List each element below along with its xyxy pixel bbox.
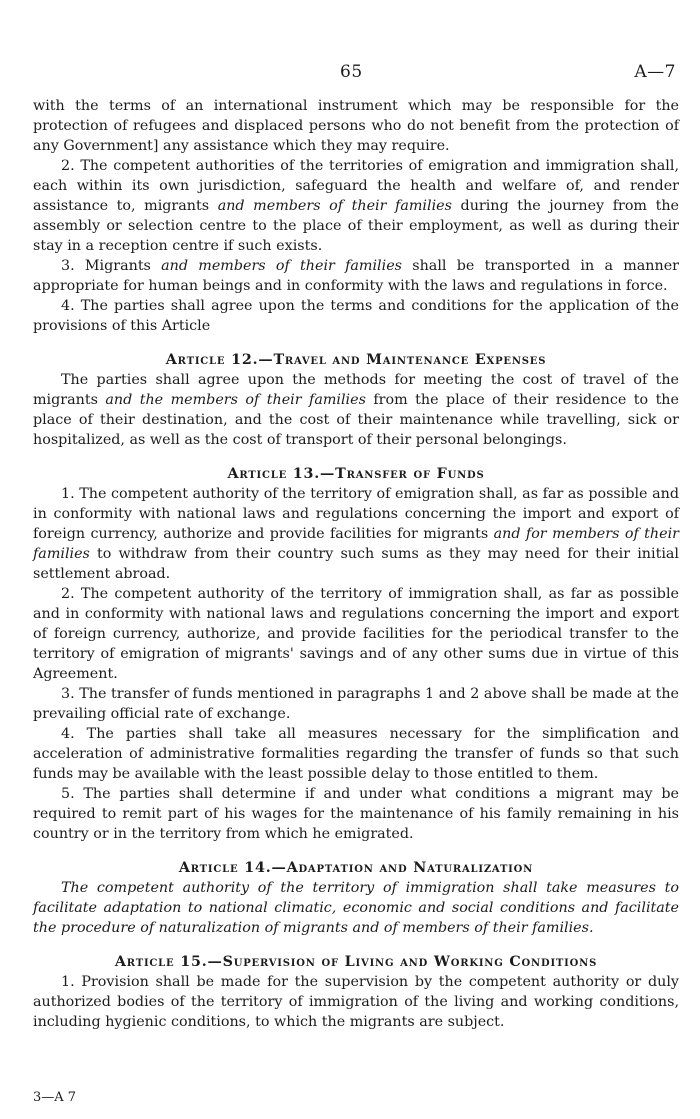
article-14-heading: Article 14.—Adaptation and Naturalization	[178, 860, 534, 876]
running-head	[0, 62, 700, 86]
article-13-paragraph-5: 5. The parties shall determine if and under what conditions a migrant may be required to remit part of his wages for the maintenance of his family remaining in his country or in the territory from which he emigrated.	[33, 786, 679, 842]
article-12-paragraph: The parties shall agree upon the methods for meeting the cost of travel of the migrants and the members of their families from the place of their residence to the place of their destination, and the cost of their maintenance while travelling, sick or hospitalized, as well as the cost of transport of their personal belongings.	[33, 372, 679, 448]
article-13-paragraph-1: 1. The competent authority of the territory of emigration shall, as far as possible and in conformity with national laws and regulations concerning the import and export of foreign currency, authorize and provide facilities for migrants and for members of their families to withdraw from their country such sums as they may need for their initial settlement abroad.	[33, 486, 680, 582]
article-13-paragraph-4: 4. The parties shall take all measures necessary for the simplification and acceleration of administrative formalities regarding the transfer of funds so that such funds may be available with the least possible delay to those entitled to them.	[33, 726, 679, 782]
article-12-heading: Article 12.—Travel and Maintenance Expenses	[165, 352, 547, 368]
article-11-paragraph-3: 3. Migrants and members of their families shall be transported in a manner appropriate for human beings and in conformity with the laws and regulations in force.	[33, 258, 679, 294]
article-11-paragraph-4: 4. The parties shall agree upon the terms and conditions for the application of the provisions of this Article	[33, 298, 679, 334]
document-reference: A—7	[634, 62, 676, 82]
article-13-paragraph-3: 3. The transfer of funds mentioned in paragraphs 1 and 2 above shall be made at the prevailing official rate of exchange.	[33, 686, 679, 722]
article-15-paragraph-1: 1. Provision shall be made for the supervision by the competent authority or duly authorized bodies of the territory of immigration of the living and working conditions, including hygienic conditions, to which the migrants are subject.	[33, 974, 679, 1030]
page-number: 65	[340, 62, 363, 82]
continuation-paragraph: with the terms of an international instrument which may be responsible for the protection of refugees and displaced persons who do not benefit from the protection of any Government] any assistance which they may require.	[33, 98, 679, 154]
article-13-paragraph-2: 2. The competent authority of the territory of immigration shall, as far as possible and in conformity with national laws and regulations concerning the import and export of foreign currency, authorize, and provide facilities for the periodical transfer to the territory of emigration of migrants' savings and of any other sums due in virtue of this Agreement.	[33, 586, 679, 682]
article-15-heading: Article 15.—Supervision of Living and Working Conditions	[114, 954, 598, 970]
body-text	[33, 96, 679, 1032]
signature-mark: 3—A 7	[33, 1090, 77, 1105]
article-14-paragraph: The competent authority of the territory of immigration shall take measures to facilitate adaptation to national climatic, economic and social conditions and facilitate the procedure of naturalization of migrants and of members of their families.	[33, 880, 679, 936]
article-13-heading: Article 13.—Transfer of Funds	[227, 466, 485, 482]
article-11-paragraph-2: 2. The competent authorities of the territories of emigration and immigration shall, each within its own jurisdiction, safeguard the health and welfare of, and render assistance to, migrants and members of their families during the journey from the assembly or selection centre to the place of their employment, as well as during their stay in a reception centre if such exists.	[33, 158, 680, 254]
